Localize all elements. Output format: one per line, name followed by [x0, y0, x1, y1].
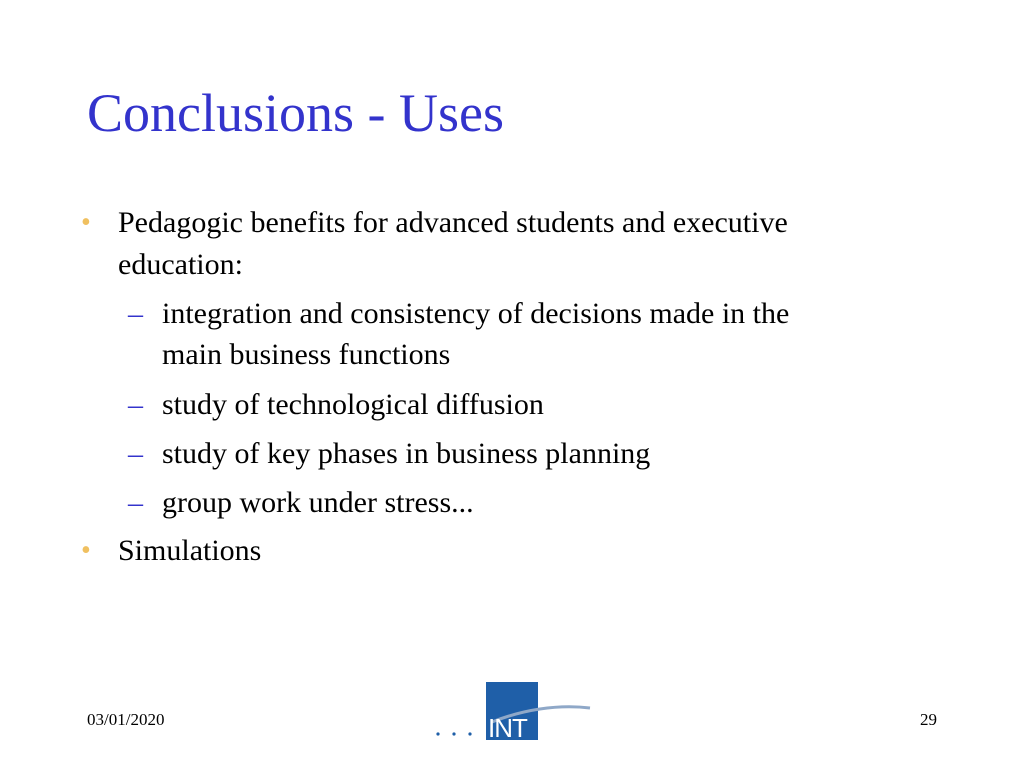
bullet-line: Simulations	[118, 534, 262, 567]
sub-bullet-marker: –	[128, 486, 143, 519]
sub-bullet-line: main business functions	[162, 338, 451, 371]
bullet-marker: •	[81, 535, 91, 566]
logo-dot	[468, 732, 471, 735]
sub-bullet-marker: –	[128, 297, 143, 330]
sub-bullet-line: study of key phases in business planning	[162, 437, 651, 470]
slide-title: Conclusions - Uses	[87, 83, 504, 143]
bullet-marker: •	[81, 207, 91, 238]
sub-bullet-marker: –	[128, 437, 143, 470]
sub-bullet-line: integration and consistency of decisions made in the	[162, 297, 790, 330]
logo-text: INT	[488, 713, 527, 740]
logo-dot	[452, 732, 455, 735]
bullet-line: education:	[118, 248, 243, 281]
int-logo	[432, 682, 592, 740]
sub-bullet-line: study of technological diffusion	[162, 388, 544, 421]
footer-date: 03/01/2020	[87, 710, 165, 729]
page-number: 29	[920, 710, 937, 729]
logo-dot	[436, 732, 439, 735]
sub-bullet-line: group work under stress...	[162, 486, 474, 519]
sub-bullet-marker: –	[128, 388, 143, 421]
bullet-line: Pedagogic benefits for advanced students and executive	[118, 206, 788, 239]
